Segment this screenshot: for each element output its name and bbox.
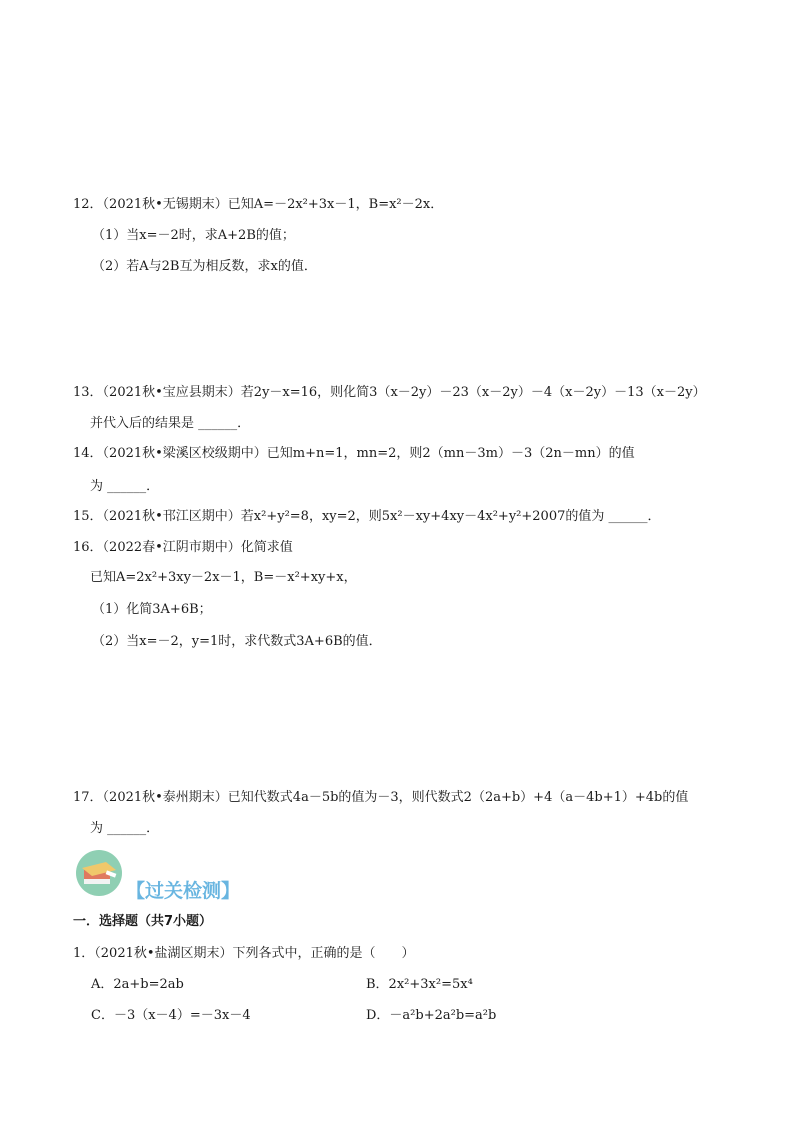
q13-continuation: 并代入后的结果是 ______． [90, 416, 251, 431]
q13-stem: 13．（2021秋•宝应县期末）若2y－x=16，则化简3（x－2y）－23（x－2y）－4（x－2y）－13（x－2y） [73, 385, 706, 400]
option-c: C．－3（x－4）=－3x－4 [91, 1008, 251, 1023]
q17-stem: 17．（2021秋•泰州期末）已知代数式4a－5b的值为－3，则代数式2（2a+b）+4（a－4b+1）+4b的值 [73, 790, 689, 805]
q14-stem: 14．（2021秋•梁溪区校级期中）已知m+n=1，mn=2，则2（mn－3m）－3（2n－mn）的值 [73, 446, 635, 461]
option-d: D．－a²b+2a²b=a²b [366, 1008, 497, 1023]
section-title: 【过关检测】 [126, 880, 241, 902]
option-b: B．2x²+3x²=5x⁴ [366, 977, 473, 992]
q16-part2: （2）当x=－2，y=1时，求代数式3A+6B的值． [92, 634, 382, 649]
q12-stem: 12．（2021秋•无锡期末）已知A=－2x²+3x－1，B=x²－2x． [73, 197, 444, 212]
book-icon [76, 850, 122, 896]
q16-part1: （1）化简3A+6B； [92, 602, 212, 617]
mc-question-1-stem: 1．（2021秋•盐湖区期末）下列各式中，正确的是（ ） [73, 946, 415, 961]
option-a: A．2a+b=2ab [91, 977, 184, 992]
q16-given: 已知A=2x²+3xy－2x－1，B=－x²+xy+x， [90, 570, 357, 585]
q15-stem: 15．（2021秋•邗江区期中）若x²+y²=8，xy=2，则5x²－xy+4xy－4x²+y²+2007的值为 ______． [73, 509, 661, 524]
section-heading: 一．选择题（共7小题） [73, 914, 213, 929]
q17-continuation: 为 ______． [90, 821, 160, 836]
q12-part2: （2）若A与2B互为相反数，求x的值． [92, 259, 317, 274]
q12-part1: （1）当x=－2时，求A+2B的值； [92, 228, 295, 243]
q14-continuation: 为 ______． [90, 479, 160, 494]
q16-stem: 16．（2022春•江阴市期中）化简求值 [73, 540, 293, 555]
